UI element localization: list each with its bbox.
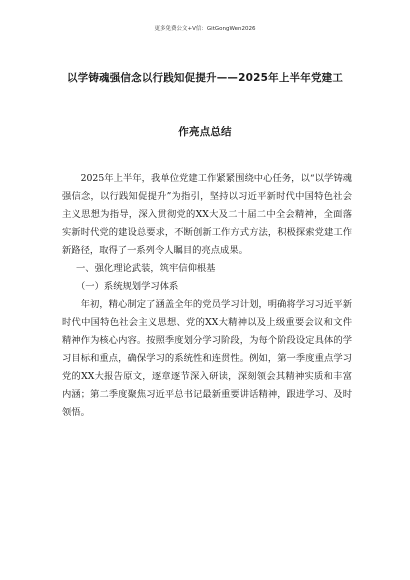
subsection-heading: （一）系统规划学习体系: [76, 281, 179, 292]
document-title-line-1: 以学铸魂强信念以行践知促提升——2025年上半年党建工: [66, 72, 344, 84]
section-heading: 一、强化理论武装，筑牢信仰根基: [76, 263, 216, 274]
document-title-line-2: 作亮点总结: [178, 126, 232, 138]
body-paragraph: 年初，精心制定了涵盖全年的党员学习计划，明确将学习习近平新时代中国特色社会主义思想、党的XX大精神以及上级重要会议和文件精神作为核心内容。按照季度划分学习阶段，为每个阶段设定具体的学习目标和重点，确保学习的系统性和连贯性。例如，第一季度重点学习党的XX大报告原文，逐章逐节深入研读，深刻领会其精神实质和丰富内涵；第二季度聚焦习近平总书记最新重要讲话精神，跟进学习、及时领悟。: [62, 299, 352, 418]
document-body: [62, 170, 352, 422]
intro-paragraph: 2025年上半年，我单位党建工作紧紧围绕中心任务，以“以学铸魂强信念，以行践知促提升”为指引，坚持以习近平新时代中国特色社会主义思想为指导，深入贯彻党的XX大及二十届二中全会精神，全面落实新时代党的建设总要求，不断创新工作方式方法，积极探索党建工作新路径，取得了一系列令人瞩目的亮点成果。: [62, 173, 352, 256]
header-note: 更多免费公文+V信：GitGongWen2026: [154, 26, 256, 32]
